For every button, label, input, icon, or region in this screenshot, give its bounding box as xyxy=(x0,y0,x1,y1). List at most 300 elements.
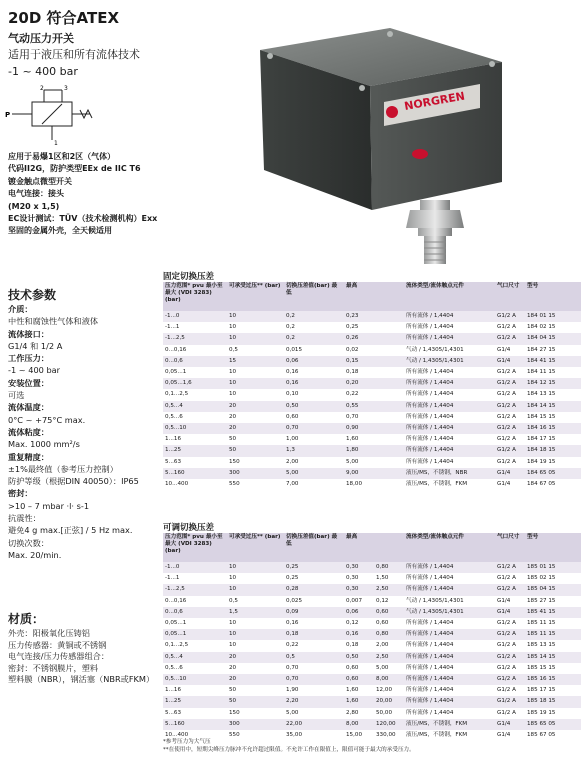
table-cell: 所有流体 / 1,4404 xyxy=(404,445,495,456)
column-header: 切换压差值(bar) 最低 xyxy=(284,282,344,311)
table-cell: 5,00 xyxy=(284,468,344,479)
table-cell: 10 xyxy=(227,311,284,322)
table-cell: 20,00 xyxy=(374,696,404,707)
table-cell: G1/2 A xyxy=(495,562,525,573)
table-header-row xyxy=(163,533,581,562)
table-cell: 所有流体 / 1,4404 xyxy=(404,629,495,640)
column-header: 流体类型/流体触点元件 xyxy=(404,282,495,311)
spec-item: 抗震性： xyxy=(8,513,41,524)
table-cell: 7,00 xyxy=(284,479,344,490)
column-header xyxy=(374,282,404,311)
table-cell: 20 xyxy=(227,674,284,685)
table-cell: 气动 / 1,4305/1,4301 xyxy=(404,596,495,607)
table-cell: 20 xyxy=(227,401,284,412)
table-cell: 0,015 xyxy=(284,345,344,356)
table-row xyxy=(163,434,581,445)
table-cell: 0,06 xyxy=(284,356,344,367)
table-cell: 0,12 xyxy=(344,618,374,629)
table-cell: 550 xyxy=(227,730,284,741)
table-cell: 10...400 xyxy=(163,730,227,741)
table-cell: 2,00 xyxy=(284,457,344,468)
feature-item: 应用于易爆1区和2区（气体） xyxy=(8,152,116,161)
table-cell: 0,1...2,5 xyxy=(163,640,227,651)
pressure-range: -1 ~ 400 bar xyxy=(8,65,78,78)
table-cell: 所有流体 / 1,4404 xyxy=(404,412,495,423)
table-cell: 所有流体 / 1,4404 xyxy=(404,457,495,468)
table-row xyxy=(163,584,581,595)
table-cell: 10 xyxy=(227,322,284,333)
table-cell: 所有流体 / 1,4404 xyxy=(404,640,495,651)
table-cell: 所有流体 / 1,4404 xyxy=(404,663,495,674)
table-cell: 5...63 xyxy=(163,708,227,719)
table-cell: 185 11 15 xyxy=(525,629,581,640)
table-cell: 0,70 xyxy=(284,674,344,685)
table-cell: 2,80 xyxy=(344,708,374,719)
spec-item: 切换次数： xyxy=(8,537,49,548)
material-item: 电气连接/压力传感器组合： xyxy=(8,651,110,662)
symbol-port-2: 2 xyxy=(40,85,44,92)
table-cell: G1/4 xyxy=(495,468,525,479)
table-cell: 1,00 xyxy=(284,434,344,445)
table-cell: 0,90 xyxy=(344,423,374,434)
table-cell: 185 15 15 xyxy=(525,663,581,674)
table-cell: 0,5...10 xyxy=(163,674,227,685)
table-cell: 185 14 15 xyxy=(525,652,581,663)
table-cell: G1/4 xyxy=(495,719,525,730)
table-cell: 所有流体 / 1,4404 xyxy=(404,333,495,344)
footnote: *参考压力为大气压 xyxy=(163,739,211,745)
table-row xyxy=(163,573,581,584)
table-cell: 所有流体 / 1,4404 xyxy=(404,322,495,333)
table-cell: 0,16 xyxy=(284,378,344,389)
table-row xyxy=(163,311,581,322)
table-cell: 0,50 xyxy=(284,401,344,412)
table-cell xyxy=(374,445,404,456)
table-cell: G1/2 A xyxy=(495,674,525,685)
table-cell: 35,00 xyxy=(284,730,344,741)
table-cell: -1...2,5 xyxy=(163,584,227,595)
table-cell: G1/2 A xyxy=(495,618,525,629)
table-cell: 10 xyxy=(227,640,284,651)
table-cell: 150 xyxy=(227,708,284,719)
table-cell: 所有流体 / 1,4404 xyxy=(404,674,495,685)
table-cell: 0,22 xyxy=(284,640,344,651)
table-cell: 所有流体 / 1,4404 xyxy=(404,696,495,707)
spec-item: 避免4 g max.[正弦] / 5 Hz max. xyxy=(8,525,133,536)
table-cell: G1/2 A xyxy=(495,685,525,696)
table-cell: 0,18 xyxy=(344,640,374,651)
table-cell: 185 17 15 xyxy=(525,685,581,696)
symbol-port-3: 3 xyxy=(64,85,68,92)
table-cell: 184 15 15 xyxy=(525,412,581,423)
column-header: 可承受过压** (bar) xyxy=(227,282,284,311)
table-cell: G1/2 A xyxy=(495,445,525,456)
table-row xyxy=(163,708,581,719)
table-cell xyxy=(374,412,404,423)
table-cell xyxy=(374,423,404,434)
table-cell: 液压/MS，不锈钢，FKM xyxy=(404,730,495,741)
table-cell: G1/2 A xyxy=(495,378,525,389)
table-cell: 0,05...1 xyxy=(163,367,227,378)
table-row xyxy=(163,696,581,707)
table-cell: G1/2 A xyxy=(495,434,525,445)
table-cell: 300 xyxy=(227,719,284,730)
table-cell: 0,05...1 xyxy=(163,629,227,640)
table-cell: 0,50 xyxy=(344,652,374,663)
switch-symbol-icon xyxy=(4,84,104,146)
table-cell: 8,00 xyxy=(374,674,404,685)
table-cell xyxy=(374,389,404,400)
table-cell: 184 17 15 xyxy=(525,434,581,445)
fixed-table-title: 固定切换压差 xyxy=(163,272,215,282)
table-cell: 0,5...4 xyxy=(163,401,227,412)
table-row xyxy=(163,457,581,468)
table-cell: 10 xyxy=(227,618,284,629)
table-cell: G1/2 A xyxy=(495,389,525,400)
table-row xyxy=(163,663,581,674)
table-cell: 0,16 xyxy=(284,367,344,378)
table-cell: 所有流体 / 1,4404 xyxy=(404,389,495,400)
table-cell: 15,00 xyxy=(344,730,374,741)
table-cell: 0,02 xyxy=(344,345,374,356)
table-cell xyxy=(374,311,404,322)
table-cell: 120,00 xyxy=(374,719,404,730)
table-row xyxy=(163,389,581,400)
table-cell: 0,26 xyxy=(344,333,374,344)
table-cell: 液压/MS，不锈钢，NBR xyxy=(404,468,495,479)
table-cell: 0,60 xyxy=(344,663,374,674)
table-cell: 22,00 xyxy=(284,719,344,730)
table-cell: -1...1 xyxy=(163,573,227,584)
table-cell: -1...1 xyxy=(163,322,227,333)
table-cell: 185 02 15 xyxy=(525,573,581,584)
footnotes xyxy=(163,738,581,754)
spec-item: 安装位置： 可选 xyxy=(8,377,49,401)
table-cell: 0,16 xyxy=(284,618,344,629)
table-row xyxy=(163,640,581,651)
table-cell: 0,18 xyxy=(344,367,374,378)
table-cell: 0,22 xyxy=(344,389,374,400)
page-title: 20D 符合ATEX xyxy=(8,9,120,27)
specs-list xyxy=(8,303,160,561)
table-cell: 2,00 xyxy=(374,640,404,651)
column-header: 流体类型/流体触点元件 xyxy=(404,533,495,562)
table-cell: 0,06 xyxy=(344,607,374,618)
brand-logo-text: NORGREN xyxy=(403,89,466,113)
table-cell: 184 02 15 xyxy=(525,322,581,333)
column-header: 最高 xyxy=(344,533,374,562)
table-cell: 184 01 15 xyxy=(525,311,581,322)
table-cell: G1/2 A xyxy=(495,696,525,707)
table-cell: 10 xyxy=(227,378,284,389)
spec-item: 介质： 中性和腐蚀性气体和液体 xyxy=(8,304,99,327)
table-cell: 0,5...6 xyxy=(163,663,227,674)
table-row xyxy=(163,685,581,696)
table-cell: 0,09 xyxy=(284,607,344,618)
table-cell: 0,60 xyxy=(374,618,404,629)
table-cell: 0,12 xyxy=(374,596,404,607)
table-cell: 0,5...6 xyxy=(163,412,227,423)
table-cell: 1,60 xyxy=(344,696,374,707)
table-cell: 2,50 xyxy=(374,652,404,663)
table-row xyxy=(163,607,581,618)
table-cell: 0,28 xyxy=(284,584,344,595)
column-header xyxy=(374,533,404,562)
table-cell: 185 65 05 xyxy=(525,719,581,730)
feature-item: 坚固的金属外壳，全天候适用 xyxy=(8,226,112,236)
table-cell: 18,00 xyxy=(344,479,374,490)
table-cell: 184 19 15 xyxy=(525,457,581,468)
table-cell: 0,5...4 xyxy=(163,652,227,663)
table-cell: 1...25 xyxy=(163,445,227,456)
table-cell: 5...160 xyxy=(163,719,227,730)
table-cell: 185 19 15 xyxy=(525,708,581,719)
table-cell: 0,80 xyxy=(374,629,404,640)
table-cell: G1/2 A xyxy=(495,652,525,663)
symbol-port-p: P xyxy=(5,111,11,119)
table-cell: 0,2 xyxy=(284,333,344,344)
table-cell: 10 xyxy=(227,389,284,400)
table-cell: 0,30 xyxy=(344,562,374,573)
table-cell: 1...16 xyxy=(163,685,227,696)
column-header: 可承受过压** (bar) xyxy=(227,533,284,562)
table-cell xyxy=(374,401,404,412)
table-cell: 0...0,16 xyxy=(163,345,227,356)
table-cell: 185 16 15 xyxy=(525,674,581,685)
material-item: 密封：不锈钢膜片，塑料 xyxy=(8,662,99,673)
table-cell: 0,5 xyxy=(284,652,344,663)
table-cell: 185 11 15 xyxy=(525,618,581,629)
column-header: 压力范围* pvu 最小至最大 (VDI 3283) (bar) xyxy=(163,533,227,562)
table-cell: 1,80 xyxy=(344,445,374,456)
table-cell: 所有流体 / 1,4404 xyxy=(404,311,495,322)
column-header: 切换压差值(bar) 最低 xyxy=(284,533,344,562)
table-cell: 0,60 xyxy=(374,607,404,618)
table-cell: 10...400 xyxy=(163,479,227,490)
table-cell: 10 xyxy=(227,629,284,640)
table-cell: 0,05...1,6 xyxy=(163,378,227,389)
table-cell: 所有流体 / 1,4404 xyxy=(404,434,495,445)
table-cell: 184 27 15 xyxy=(525,345,581,356)
table-cell: 184 12 15 xyxy=(525,378,581,389)
table-cell: 所有流体 / 1,4404 xyxy=(404,401,495,412)
table-cell: 1...16 xyxy=(163,434,227,445)
table-cell: 5,00 xyxy=(374,663,404,674)
specs-title: 技术参数 xyxy=(8,288,57,302)
table-cell: G1/2 A xyxy=(495,457,525,468)
feature-item: (M20 x 1,5) xyxy=(8,201,60,211)
column-header: 型号 xyxy=(525,282,581,311)
table-cell: -1...0 xyxy=(163,562,227,573)
table-cell: G1/2 A xyxy=(495,573,525,584)
table-cell: G1/4 xyxy=(495,479,525,490)
table-cell: G1/2 A xyxy=(495,663,525,674)
feature-list xyxy=(8,151,163,238)
table-cell: 0,30 xyxy=(344,584,374,595)
spec-item: 防护等级（根据DIN 40050）：IP65 xyxy=(8,476,139,487)
feature-item: 镀金触点微型开关 xyxy=(8,176,72,186)
table-cell: 所有流体 / 1,4404 xyxy=(404,562,495,573)
spec-item: 流体粘度： Max. 1000 mm²/s xyxy=(8,426,80,450)
table-row xyxy=(163,423,581,434)
table-cell: 184 04 15 xyxy=(525,333,581,344)
feature-item: 电气连接：接头 xyxy=(8,189,64,199)
table-cell: 0,55 xyxy=(344,401,374,412)
table-row xyxy=(163,719,581,730)
table-cell: 0...0,6 xyxy=(163,356,227,367)
material-item: 外壳：阳极氧化压铸铝 xyxy=(8,628,90,638)
table-cell: 184 65 05 xyxy=(525,468,581,479)
column-header: 压力范围* pvu 最小至最大 (VDI 3283) (bar) xyxy=(163,282,227,311)
table-cell: 5...160 xyxy=(163,468,227,479)
feature-item: 代码II2G，防护类型EEx de IIC T6 xyxy=(8,164,141,174)
table-row xyxy=(163,596,581,607)
table-cell: -1...2,5 xyxy=(163,333,227,344)
table-cell: 0,80 xyxy=(374,562,404,573)
table-cell: 0,2 xyxy=(284,322,344,333)
table-cell: 所有流体 / 1,4404 xyxy=(404,367,495,378)
table-cell: 1,50 xyxy=(374,573,404,584)
spec-item: 工作压力： -1 ~ 400 bar xyxy=(8,353,61,376)
table-cell: 50 xyxy=(227,445,284,456)
table-cell: G1/4 xyxy=(495,345,525,356)
table-cell: 0,05...1 xyxy=(163,618,227,629)
table-cell: 8,00 xyxy=(344,719,374,730)
table-row xyxy=(163,674,581,685)
spec-item: 流体接口： G1/4 和 1/2 A xyxy=(8,328,63,351)
table-cell: 184 16 15 xyxy=(525,423,581,434)
table-row xyxy=(163,345,581,356)
table-cell: G1/2 A xyxy=(495,322,525,333)
spec-item: Max. 20/min. xyxy=(8,549,62,560)
table-cell: 300 xyxy=(227,468,284,479)
table-cell xyxy=(374,457,404,468)
table-cell: G1/2 A xyxy=(495,640,525,651)
table-cell: 0,1...2,5 xyxy=(163,389,227,400)
table-cell: G1/2 A xyxy=(495,629,525,640)
table-cell: 184 13 15 xyxy=(525,389,581,400)
table-cell: G1/4 xyxy=(495,356,525,367)
table-cell: 330,00 xyxy=(374,730,404,741)
table-row xyxy=(163,479,581,490)
table-cell: 0,5 xyxy=(227,596,284,607)
table-cell: 0,60 xyxy=(344,674,374,685)
table-cell: 50,00 xyxy=(374,708,404,719)
table-cell: -1...0 xyxy=(163,311,227,322)
table-cell: 0...0,16 xyxy=(163,596,227,607)
table-cell: G1/2 A xyxy=(495,367,525,378)
table-cell: 50 xyxy=(227,685,284,696)
symbol-port-1: 1 xyxy=(54,140,58,146)
table-cell: 2,20 xyxy=(284,696,344,707)
table-cell: 10 xyxy=(227,573,284,584)
table-cell xyxy=(374,434,404,445)
table-cell: G1/2 A xyxy=(495,401,525,412)
column-header: 最高 xyxy=(344,282,374,311)
table-cell: G1/4 xyxy=(495,730,525,741)
table-cell: 10 xyxy=(227,562,284,573)
table-cell: 气动 / 1,4305/1,4301 xyxy=(404,345,495,356)
table-cell: 1,5 xyxy=(227,607,284,618)
table-cell: 20 xyxy=(227,423,284,434)
table-cell: 10 xyxy=(227,367,284,378)
table-cell: 184 14 15 xyxy=(525,401,581,412)
table-cell: G1/2 A xyxy=(495,412,525,423)
table-cell: 0,25 xyxy=(284,562,344,573)
spec-item: 重复精度： ±1%最终值（参考压力控制） xyxy=(8,451,118,474)
materials-list xyxy=(8,628,160,686)
table-header-row xyxy=(163,282,581,311)
table-row xyxy=(163,401,581,412)
table-row xyxy=(163,618,581,629)
table-row xyxy=(163,412,581,423)
table-row xyxy=(163,356,581,367)
table-row xyxy=(163,378,581,389)
table-cell: 0,10 xyxy=(284,389,344,400)
table-row xyxy=(163,445,581,456)
table-cell: 所有流体 / 1,4404 xyxy=(404,584,495,595)
table-cell: 20 xyxy=(227,412,284,423)
spec-item: 流体温度： 0°C ~ +75°C max. xyxy=(8,402,86,425)
table-cell: 185 04 15 xyxy=(525,584,581,595)
table-cell: 184 41 15 xyxy=(525,356,581,367)
table-cell xyxy=(374,333,404,344)
table-cell: 185 18 15 xyxy=(525,696,581,707)
adjustable-table-title: 可调切换压差 xyxy=(163,523,215,533)
table-cell: 0,70 xyxy=(284,423,344,434)
table-cell: 50 xyxy=(227,434,284,445)
table-cell: 所有流体 / 1,4404 xyxy=(404,423,495,434)
table-cell xyxy=(374,468,404,479)
table-cell: G1/2 A xyxy=(495,333,525,344)
column-header: 型号 xyxy=(525,533,581,562)
table-cell: 所有流体 / 1,4404 xyxy=(404,618,495,629)
table-cell: 0,007 xyxy=(344,596,374,607)
subtitle-application: 适用于液压和所有流体技术 xyxy=(8,48,140,61)
table-cell: 所有流体 / 1,4404 xyxy=(404,708,495,719)
table-cell: 185 27 15 xyxy=(525,596,581,607)
table-cell: 0,5 xyxy=(227,345,284,356)
table-cell: 0,15 xyxy=(344,356,374,367)
table-cell: 0,25 xyxy=(344,322,374,333)
table-cell xyxy=(374,479,404,490)
table-cell: 0,20 xyxy=(344,378,374,389)
table-cell xyxy=(374,378,404,389)
table-cell xyxy=(374,322,404,333)
table-cell: 1,90 xyxy=(284,685,344,696)
pressure-switch-product-image xyxy=(240,22,540,272)
table-cell: 10 xyxy=(227,333,284,344)
table-cell: 所有流体 / 1,4404 xyxy=(404,685,495,696)
table-cell: 12,00 xyxy=(374,685,404,696)
table-cell: G1/2 A xyxy=(495,311,525,322)
table-cell: 5...63 xyxy=(163,457,227,468)
table-cell: 1,60 xyxy=(344,685,374,696)
table-cell: 0,25 xyxy=(284,573,344,584)
table-cell: 液压/MS，不锈钢，FKM xyxy=(404,719,495,730)
table-cell: 20 xyxy=(227,663,284,674)
fixed-differential-table xyxy=(163,282,581,490)
table-cell: 0,30 xyxy=(344,573,374,584)
table-cell: 184 11 15 xyxy=(525,367,581,378)
table-cell: 0,23 xyxy=(344,311,374,322)
table-cell: 15 xyxy=(227,356,284,367)
material-item: 塑料膜（NBR），钢活塞（NBR或FKM） xyxy=(8,674,155,685)
table-cell: 2,50 xyxy=(374,584,404,595)
table-row xyxy=(163,562,581,573)
table-cell: 10 xyxy=(227,584,284,595)
table-row xyxy=(163,652,581,663)
